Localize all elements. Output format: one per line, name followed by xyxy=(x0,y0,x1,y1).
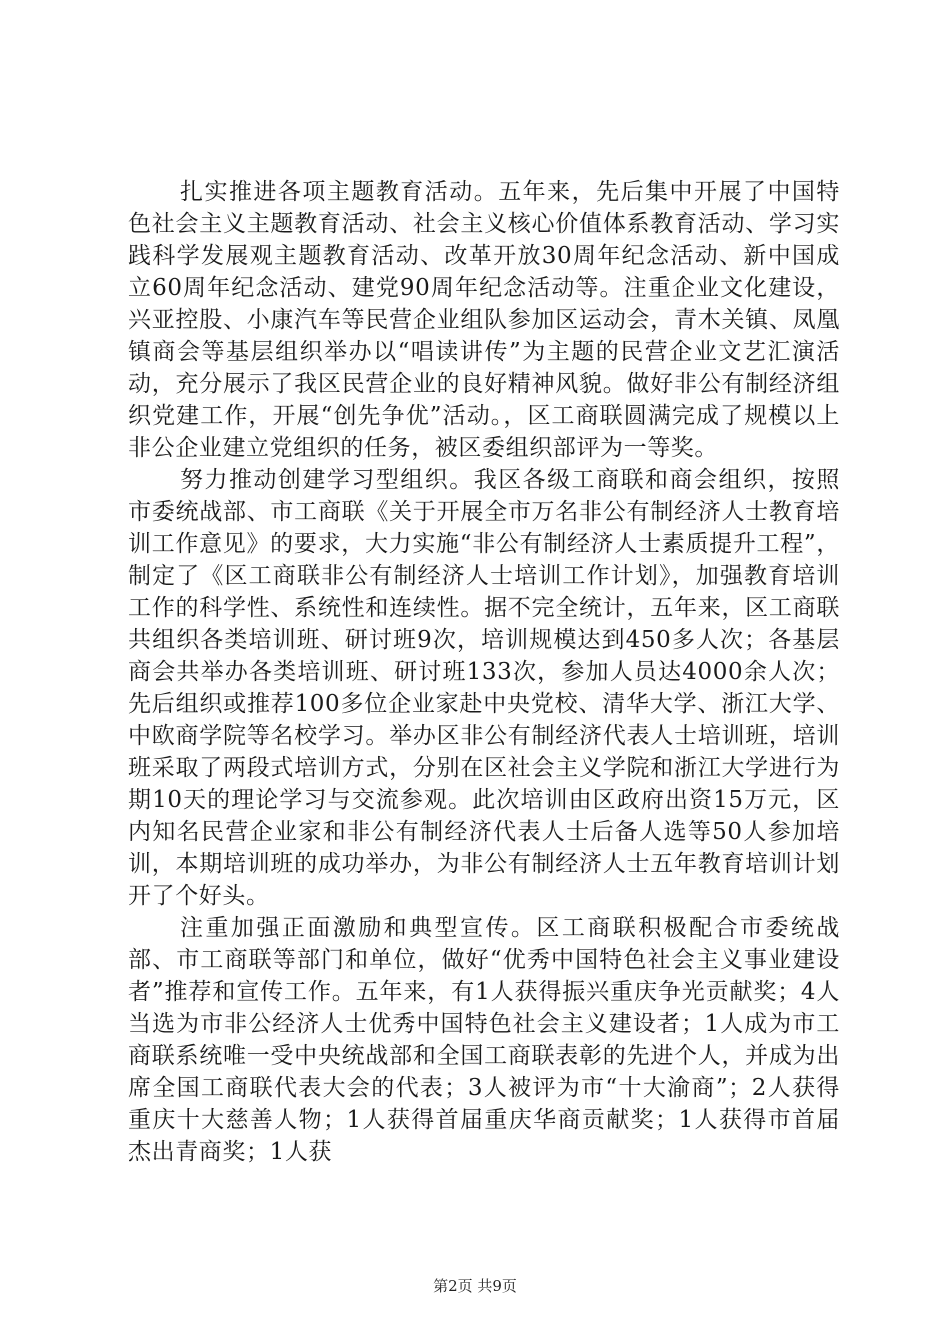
paragraph-positive-incentives: 注重加强正面激励和典型宣传。区工商联积极配合市委统战部、市工商联等部门和单位，做好“优秀中国特色社会主义事业建设者”推荐和宣传工作。五年来，有1人获得振兴重庆争光贡献奖；4人当选为市非公经济人士优秀中国特色社会主义建设者；1人成为市工商联系统唯一受中央统战部和全国工商联表彰的先进个人，并成为出席全国工商联代表大会的代表；3人被评为市“十大渝商”；2人获得重庆十大慈善人物；1人获得首届重庆华商贡献奖；1人获得市首届杰出青商奖；1人获 xyxy=(128,915,840,1165)
page-number-footer: 第2页 共9页 xyxy=(433,1277,517,1295)
paragraph-theme-education: 扎实推进各项主题教育活动。五年来，先后集中开展了中国特色社会主义主题教育活动、社会主义核心价值体系教育活动、学习实践科学发展观主题教育活动、改革开放30周年纪念活动、新中国成立60周年纪念活动、建党90周年纪念活动等。注重企业文化建设，兴亚控股、小康汽车等民营企业组队参加区运动会，青木关镇、凤凰镇商会等基层组织举办以“唱读讲传”为主题的民营企业文艺汇演活动，充分展示了我区民营企业的良好精神风貌。做好非公有制经济组织党建工作，开展“创先争优”活动。，区工商联圆满完成了规模以上非公企业建立党组织的任务，被区委组织部评为一等奖。 xyxy=(128,179,840,461)
document-body xyxy=(128,176,840,1168)
paragraph-learning-organization: 努力推动创建学习型组织。我区各级工商联和商会组织，按照市委统战部、市工商联《关于开展全市万名非公有制经济人士教育培训工作意见》的要求，大力实施“非公有制经济人士素质提升工程”，制定了《区工商联非公有制经济人士培训工作计划》，加强教育培训工作的科学性、系统性和连续性。据不完全统计，五年来，区工商联共组织各类培训班、研讨班9次，培训规模达到450多人次；各基层商会共举办各类培训班、研讨班133次，参加人员达4000余人次；先后组织或推荐100多位企业家赴中央党校、清华大学、浙江大学、中欧商学院等名校学习。举办区非公有制经济代表人士培训班，培训班采取了两段式培训方式，分别在区社会主义学院和浙江大学进行为期10天的理论学习与交流参观。此次培训由区政府出资15万元，区内知名民营企业家和非公有制经济代表人士后备人选等50人参加培训，本期培训班的成功举办，为非公有制经济人士五年教育培训计划开了个好头。 xyxy=(128,467,840,909)
